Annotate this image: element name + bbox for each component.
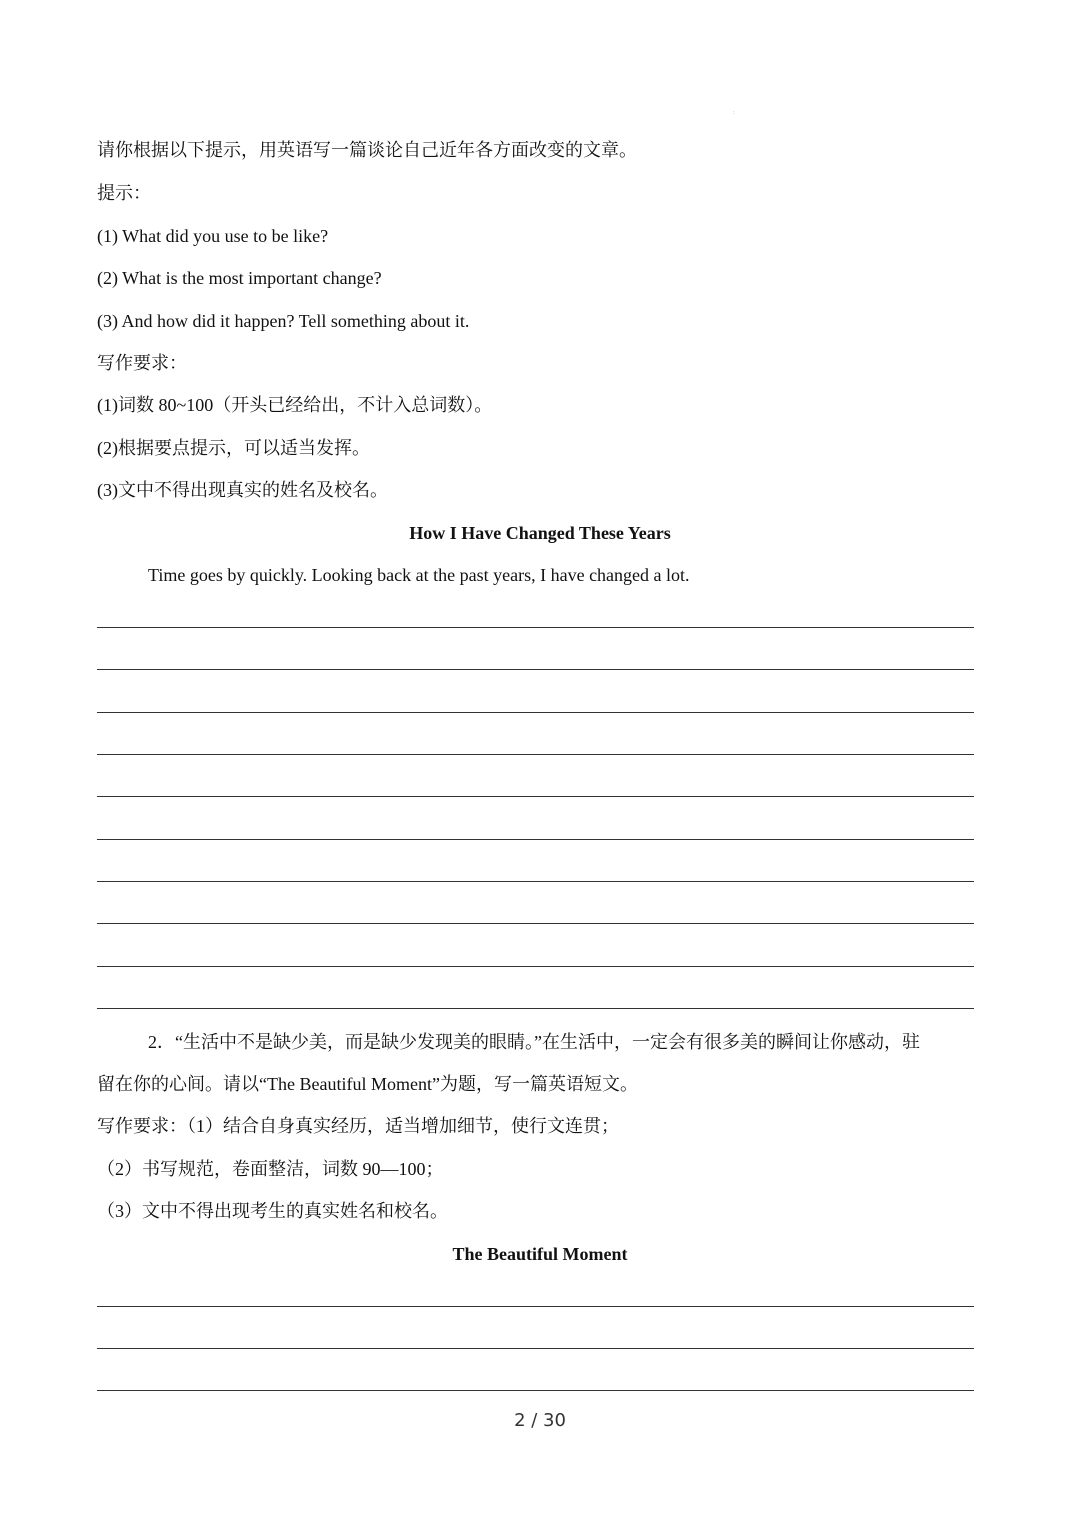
- essay2-title: The Beautiful Moment: [452, 1244, 628, 1264]
- writing-line: [97, 669, 974, 670]
- writing-line: [97, 966, 974, 967]
- writing-line: [97, 1008, 974, 1009]
- writing-line: [97, 754, 974, 755]
- essay1-opening: Time goes by quickly. Looking back at the past years, I have changed a lot.: [148, 565, 690, 585]
- question2-prompt-line1: 2．“生活中不是缺少美，而是缺少发现美的眼睛。”在生活中，一定会有很多美的瞬间让你感动，驻: [148, 1032, 920, 1052]
- hints-label: 提示：: [97, 183, 151, 203]
- hint-item: (1) What did you use to be like?: [97, 226, 329, 246]
- essay1-title: How I Have Changed These Years: [409, 523, 671, 543]
- question2-prompt-line2: 留在你的心间。请以“The Beautiful Moment”为题，写一篇英语短文。: [97, 1074, 638, 1094]
- writing-line: [97, 923, 974, 924]
- requirement-item: (2)根据要点提示，可以适当发挥。: [97, 438, 370, 458]
- header-mark: :: [733, 110, 735, 116]
- writing-line: [97, 796, 974, 797]
- writing-line: [97, 627, 974, 628]
- writing-line: [97, 881, 974, 882]
- requirement-item: (3)文中不得出现真实的姓名及校名。: [97, 480, 388, 500]
- question2-requirement: （3）文中不得出现考生的真实姓名和校名。: [97, 1201, 448, 1221]
- writing-line: [97, 712, 974, 713]
- requirement-item: (1)词数 80~100（开头已经给出，不计入总词数）。: [97, 395, 493, 415]
- question2-requirement: 写作要求：（1）结合自身真实经历，适当增加细节，使行文连贯；: [97, 1116, 619, 1136]
- hint-item: (2) What is the most important change?: [97, 268, 382, 288]
- page-number: 2 / 30: [514, 1410, 566, 1431]
- writing-line: [97, 839, 974, 840]
- question2-requirement: （2）书写规范，卷面整洁，词数 90—100；: [97, 1159, 444, 1179]
- requirements-label: 写作要求：: [97, 353, 187, 373]
- writing-line: [97, 1348, 974, 1349]
- hint-item: (3) And how did it happen? Tell something about it.: [97, 311, 470, 331]
- writing-line: [97, 1306, 974, 1307]
- writing-line: [97, 1390, 974, 1391]
- instruction-text: 请你根据以下提示，用英语写一篇谈论自己近年各方面改变的文章。: [97, 140, 637, 160]
